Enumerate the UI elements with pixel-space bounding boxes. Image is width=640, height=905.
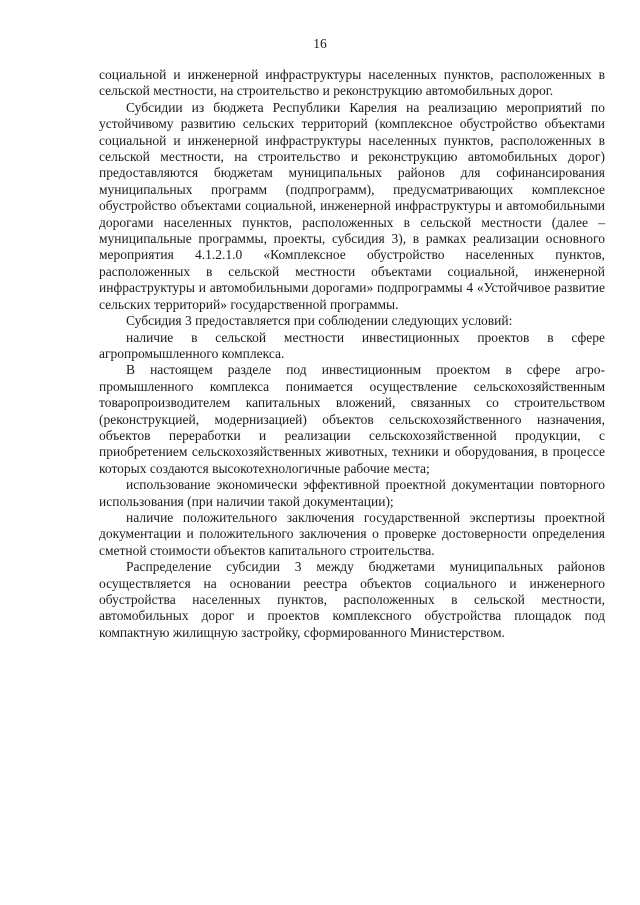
paragraph-subsidy-description: Субсидии из бюджета Республики Карелия на реализацию мероприятий по устойчивому развитию сельских территорий (комплексное обустройство объектами социальной и инженерной инфраструктуры населенных пунктов, расположенных в сельской местности, на строительство и реконструкцию автомобильных дорог) предоставляются бюджетам муниципальных районов для софинансирования муниципальных программ (подпрограмм), предусматривающих комплексное обустройство объектами социальной, инженерной инфраструктуры и автомобильными дорогами населенных пунктов, расположенных в сельской местности (далее – муниципальные программы, проекты, субсидия 3), в рамках реализации основного мероприятия 4.1.2.1.0 «Комплексное обустройство населенных пунктов, расположенных в сельской местности объектами социальной, инженерной инфраструктуры и автомобильными дорогами» подпрограммы 4 «Устойчивое развитие сельских территорий» государственной программы. [99,99,605,312]
paragraph-condition-expert-review: наличие положительного заключения государственной экспертизы проектной документации и положительного заключения о проверке достоверности определения сметной стоимости объектов капитального строительства. [99,509,605,558]
paragraph-continuation: социальной и инженерной инфраструктуры населенных пунктов, расположенных в сельской местности, на строительство и реконструкцию автомобильных дорог. [99,67,605,99]
paragraph-investment-project-definition: В настоящем разделе под инвестиционным проектом в сфере агро-промышленного комплекса понимается осуществление сельскохозяйственным товаропроизводителем капитальных вложений, связанных со строительством (реконструкцией, модернизацией) объектов сельскохозяйственного назначения, объектов переработки и реализации сельскохозяйственной продукции, с приобретением сельскохозяйственных животных, техники и оборудования, в процессе которых создаются высокотехнологичные рабочие места; [99,362,605,476]
page-number: 16 [313,36,327,51]
document-body [99,67,605,641]
paragraph-distribution: Распределение субсидии 3 между бюджетами муниципальных районов осуществляется на основании реестра объектов социального и инженерного обустройства населенных пунктов, расположенных в сельской местности, автомобильных дорог и проектов комплексного обустройства площадок под компактную жилищную застройку, сформированного Министерством. [99,559,605,640]
paragraph-condition-project-documentation: использование экономически эффективной проектной документации повторного использования (при наличии такой документации); [99,477,605,509]
paragraph-condition-investment-projects: наличие в сельской местности инвестиционных проектов в сфере агропромышленного комплекса. [99,329,605,361]
paragraph-conditions-intro: Субсидия 3 предоставляется при соблюдении следующих условий: [126,313,513,329]
